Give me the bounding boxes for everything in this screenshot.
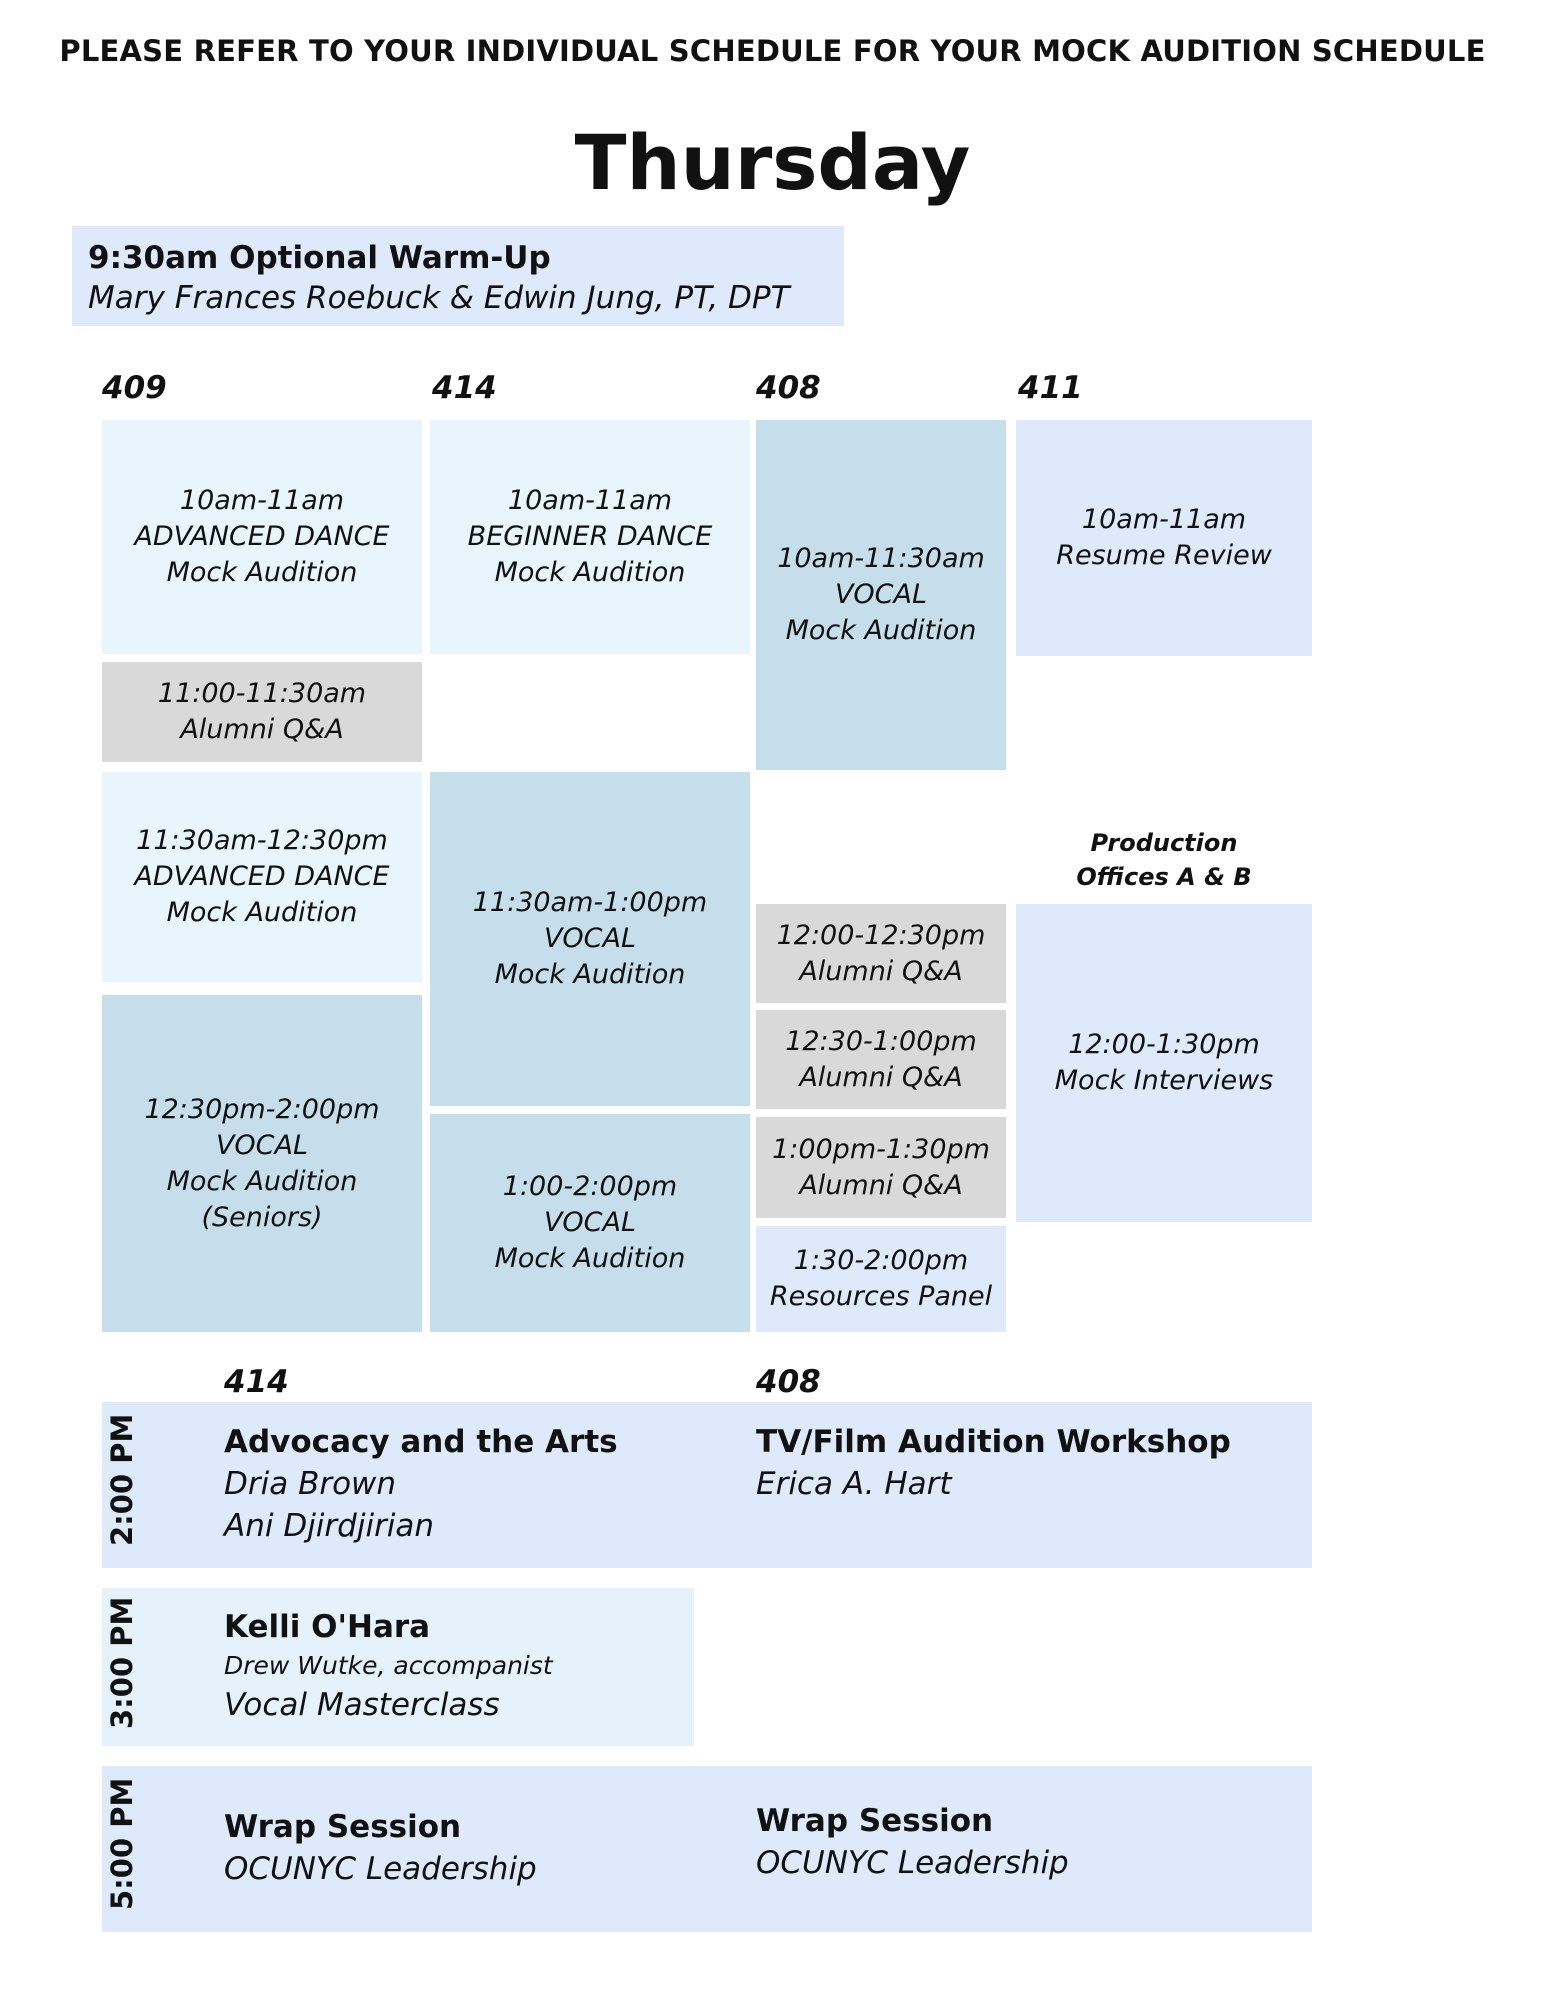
block-time: 1:00pm-1:30pm (772, 1133, 990, 1165)
session-accompanist: Drew Wutke, accompanist (224, 1651, 553, 1680)
block-title: Alumni Q&A (799, 955, 963, 987)
afternoon-room-414-label: 414 (224, 1364, 289, 1400)
block-advanced-dance-1 (102, 420, 422, 654)
block-title: Alumni Q&A (799, 1169, 963, 1201)
block-alumni-qa-4 (756, 1117, 1006, 1218)
block-advanced-dance-2 (102, 772, 422, 982)
block-vocal-414-b (430, 1114, 750, 1332)
session-person: OCUNYC Leadership (224, 1851, 537, 1887)
block-vocal-414-a (430, 772, 750, 1106)
block-time: 1:30-2:00pm (793, 1245, 969, 1276)
session-2pm-right (756, 1421, 1231, 1505)
label-line: Production (1090, 829, 1238, 857)
block-alumni-qa-2 (756, 904, 1006, 1003)
block-mock-interviews (1016, 904, 1312, 1222)
production-offices-label (1016, 826, 1312, 894)
room-411-label: 411 (1018, 370, 1083, 406)
block-time: 10am-11am (179, 485, 345, 516)
block-title: BEGINNER DANCE (467, 521, 713, 552)
session-type: Vocal Masterclass (224, 1687, 500, 1723)
session-title: Advocacy and the Arts (224, 1424, 618, 1460)
block-time: 12:00-12:30pm (776, 919, 986, 951)
session-title: TV/Film Audition Workshop (756, 1424, 1231, 1460)
page-title: Thursday (574, 118, 971, 207)
block-vocal-408 (756, 420, 1006, 770)
block-type: Mock Audition (494, 1243, 686, 1274)
block-title: ADVANCED DANCE (134, 861, 390, 892)
label-line: Offices A & B (1076, 863, 1252, 891)
time-label-5pm: 5:00 PM (105, 1777, 139, 1910)
block-title: Resume Review (1056, 540, 1272, 571)
block-type: Mock Audition (785, 615, 977, 646)
block-time: 10am-11:30am (777, 543, 985, 574)
session-5pm-left (224, 1806, 537, 1890)
time-label-3pm: 3:00 PM (105, 1596, 139, 1729)
block-title: Alumni Q&A (799, 1061, 963, 1093)
block-alumni-qa-1 (102, 662, 422, 762)
block-time: 10am-11am (507, 485, 673, 516)
session-person: Dria Brown (224, 1466, 397, 1502)
session-person: OCUNYC Leadership (756, 1845, 1069, 1881)
time-label-2pm: 2:00 PM (105, 1413, 139, 1546)
block-type: Mock Audition (166, 897, 358, 928)
block-title: VOCAL (543, 923, 637, 954)
block-alumni-qa-3 (756, 1010, 1006, 1109)
afternoon-room-408-label: 408 (756, 1364, 821, 1400)
block-time: 1:00-2:00pm (502, 1171, 678, 1202)
block-resume-review (1016, 420, 1312, 656)
notice-banner: PLEASE REFER TO YOUR INDIVIDUAL SCHEDULE FOR YOUR MOCK AUDITION SCHEDULE (59, 34, 1486, 68)
session-3pm-content (224, 1606, 553, 1726)
block-title: Alumni Q&A (180, 714, 344, 745)
session-person: Erica A. Hart (756, 1466, 952, 1502)
block-time: 11:00-11:30am (157, 678, 367, 709)
session-title: Wrap Session (756, 1803, 994, 1839)
block-time: 12:30-1:00pm (785, 1025, 977, 1057)
session-person: Ani Djirdjirian (224, 1508, 435, 1544)
block-title: Mock Interviews (1054, 1065, 1274, 1096)
block-type: Mock Audition (494, 557, 686, 588)
block-title: ADVANCED DANCE (134, 521, 390, 552)
block-time: 11:30am-12:30pm (136, 825, 388, 856)
session-2pm-left (224, 1421, 618, 1547)
warmup-block (72, 226, 844, 326)
room-414-label: 414 (432, 370, 497, 406)
block-vocal-seniors (102, 995, 422, 1332)
session-title: Kelli O'Hara (224, 1609, 431, 1645)
block-title: VOCAL (215, 1129, 309, 1161)
block-time: 10am-11am (1081, 504, 1247, 535)
block-type: Mock Audition (166, 1165, 358, 1197)
block-title: Resources Panel (769, 1281, 993, 1312)
block-note: (Seniors) (201, 1201, 323, 1233)
block-beginner-dance (430, 420, 750, 654)
block-time: 12:00-1:30pm (1068, 1029, 1260, 1060)
block-type: Mock Audition (494, 959, 686, 990)
session-5pm-right (756, 1800, 1069, 1884)
warmup-title: 9:30am Optional Warm-Up (88, 240, 551, 276)
session-title: Wrap Session (224, 1809, 462, 1845)
block-time: 11:30am-1:00pm (472, 887, 708, 918)
block-title: VOCAL (834, 579, 928, 610)
room-409-label: 409 (102, 370, 167, 406)
block-type: Mock Audition (166, 557, 358, 588)
block-resources-panel (756, 1226, 1006, 1332)
block-time: 12:30pm-2:00pm (144, 1093, 380, 1125)
block-title: VOCAL (543, 1207, 637, 1238)
room-408-label: 408 (756, 370, 821, 406)
warmup-people: Mary Frances Roebuck & Edwin Jung, PT, DPT (88, 280, 790, 316)
